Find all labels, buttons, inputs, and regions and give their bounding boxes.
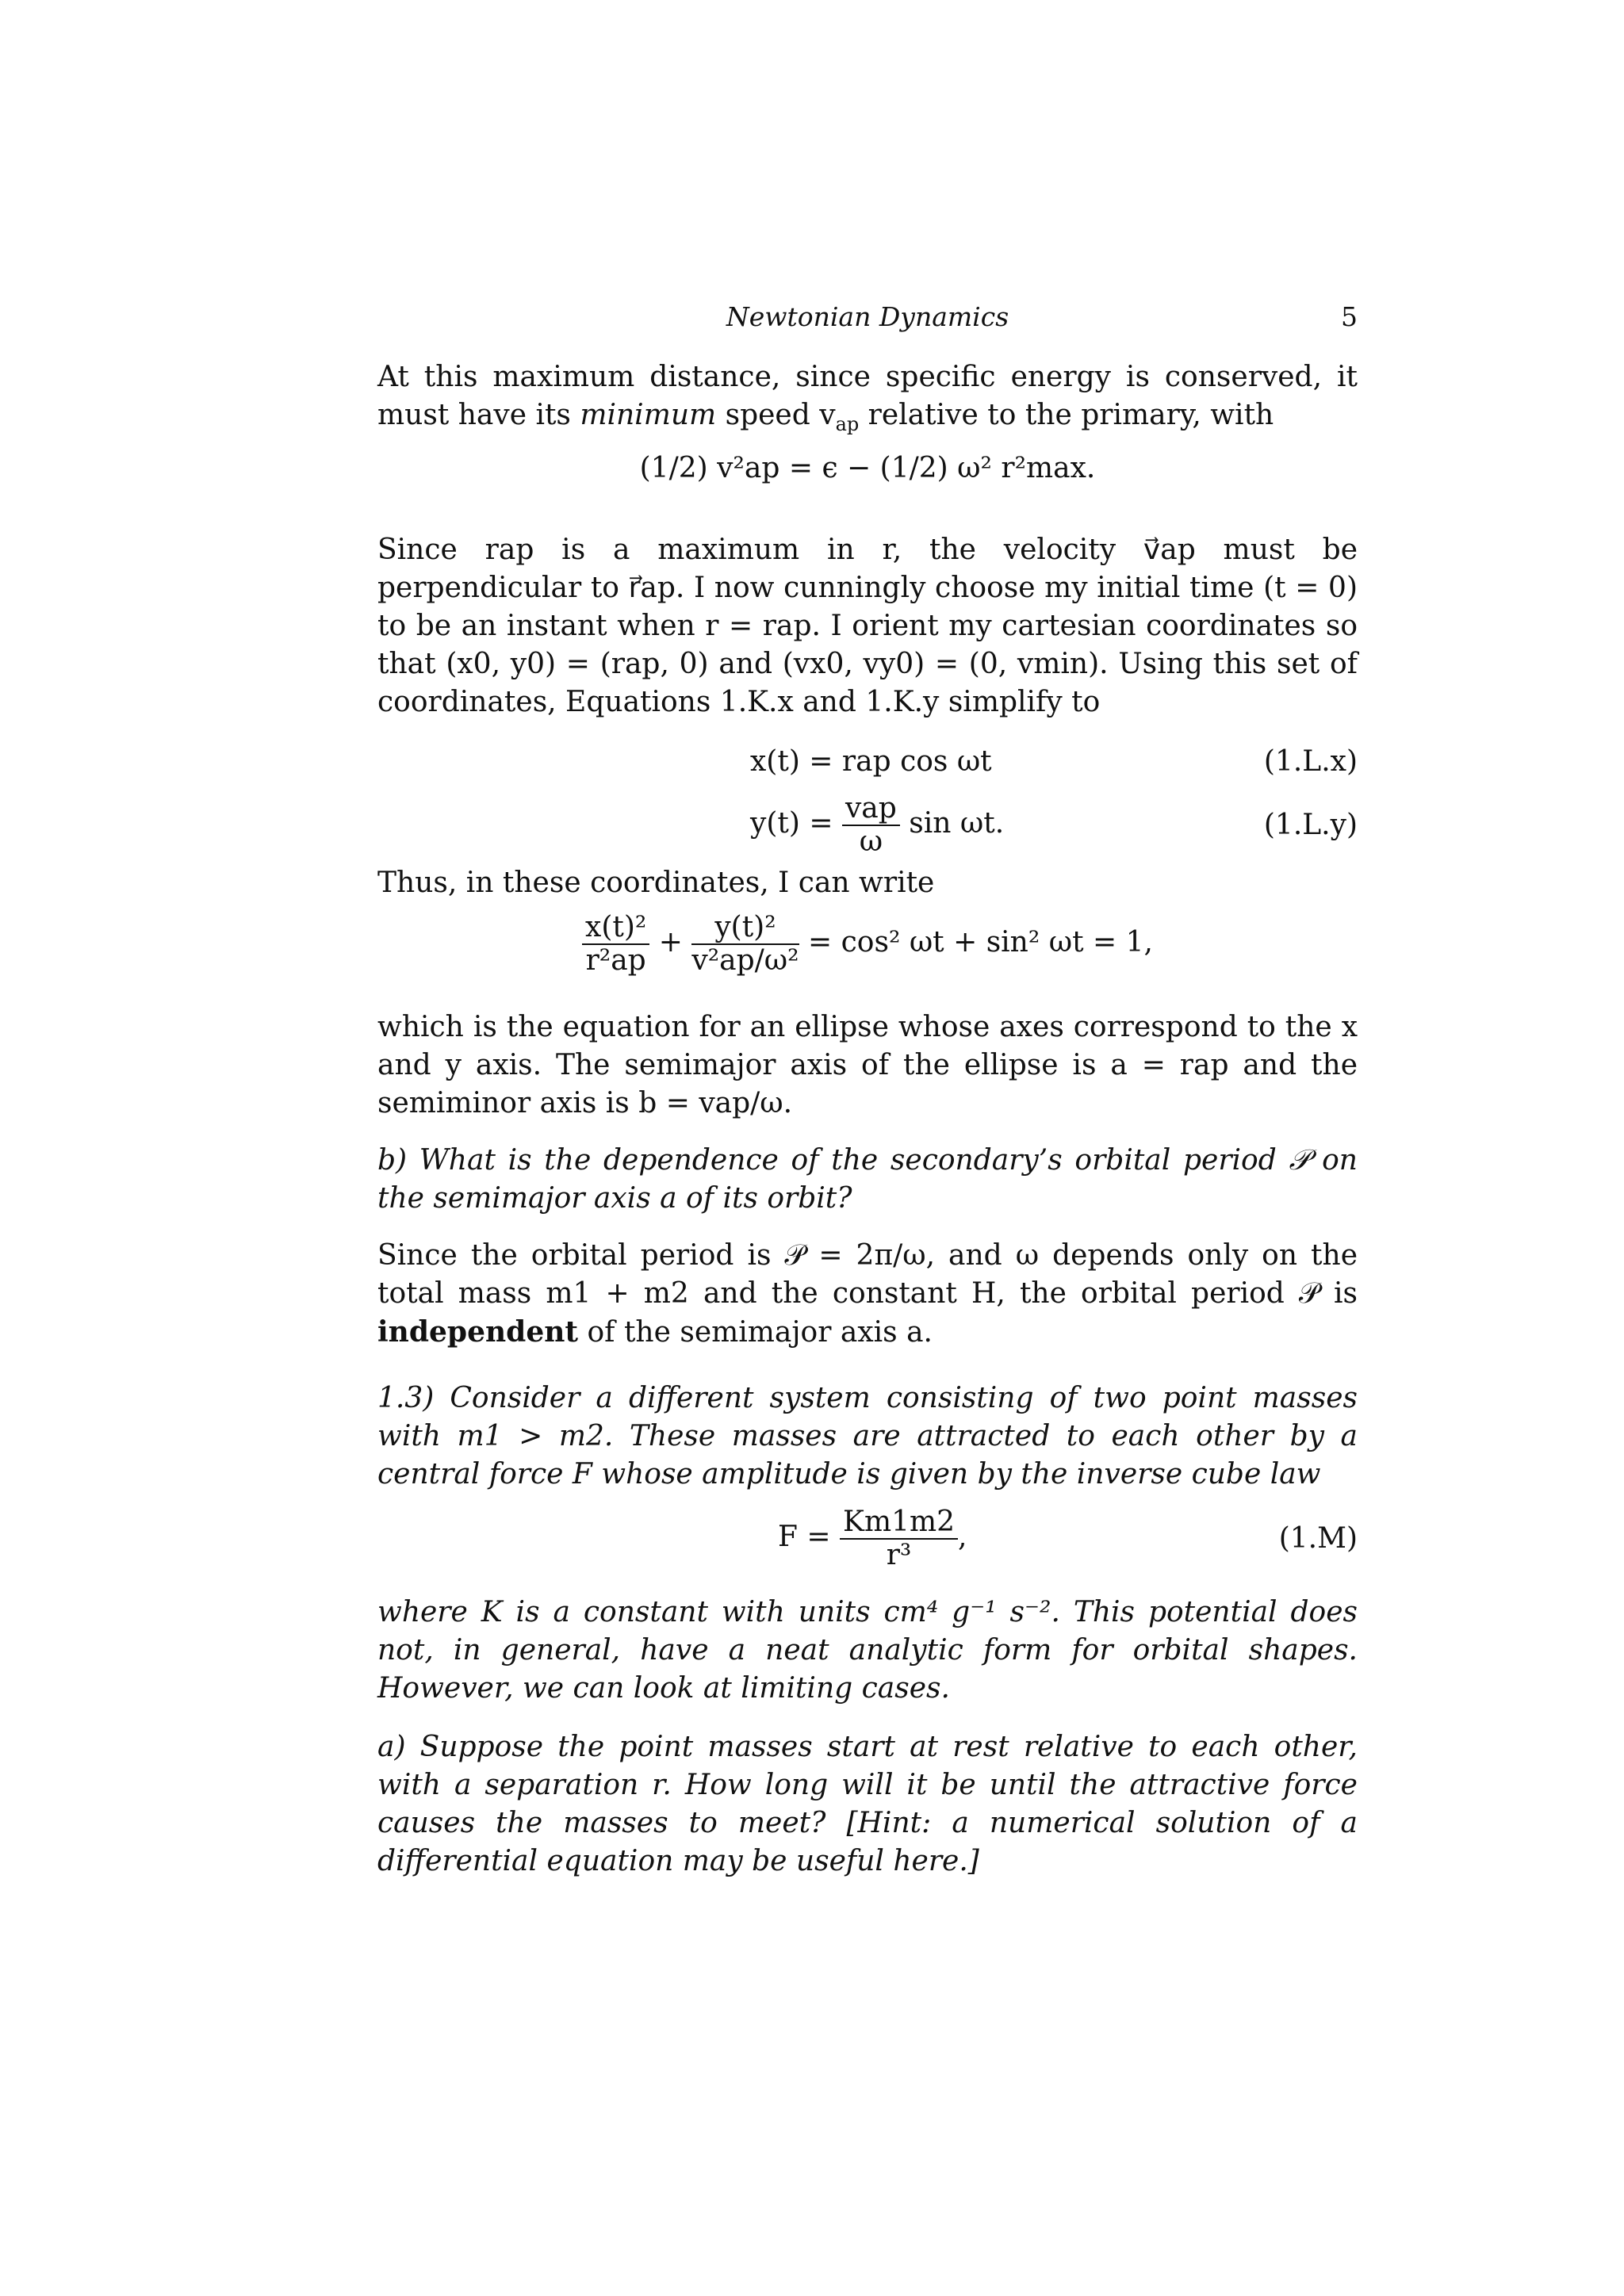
equation-number: (1.L.x) [1263,745,1358,778]
equation-energy: (1/2) v²ap = ϵ − (1/2) ω² r²max. [639,452,1096,484]
equation-ellipse: $\frac{\text{x(t)²}}{\text{r²ap}}$ + $\frac{\text{y(t)²}}{\text{v²ap/ω²}}$ = cos² ωt + sin² ωt = 1, [377,912,1358,977]
paragraph-coordinates: Since rap is a maximum in r, the velocity v⃗ap must be perpendicular to r⃗ap. I now cunningly choose my initial time (t = 0) to be an instant when r = rap. I orient my cartesian coordinates so that (x0, y0) = (rap, 0) and (vx0, vy0) = (0, vmin). Using this set of coordinates, Equations 1.K.x and 1.K.y simplify to [377,534,1358,718]
page-header [377,301,1358,341]
equation-number: (1.L.y) [1263,809,1358,841]
fraction: $\frac{\text{vap}}{\omega}$ [842,793,900,858]
running-title: Newtonian Dynamics [726,301,1009,332]
emphasis-minimum: minimum [580,399,717,431]
equation-number: (1.M) [1278,1522,1358,1555]
problem-1-3: 1.3) Consider a different system consisting of two point masses with m1 > m2. These masses are attracted to each other by a central force F whose amplitude is given by the inverse cube law [377,1382,1358,1490]
paragraph-units: where K is a constant with units cm⁴ g⁻¹ s⁻². This potential does not, in general, have a neat analytic form for orbital shapes. However, we can look at limiting cases. [377,1596,1358,1705]
fraction: $\frac{Km1m2}{\text{r³}}$ [840,1506,958,1571]
question-a: a) Suppose the point masses start at rest relative to each other, with a separation r. How long will it be until the attractive force causes the masses to meet? [Hint: a numerical solution of a differential equation may be useful here.] [377,1731,1358,1877]
equation-1-M: F = $\frac{Km1m2}{\text{r³}}$ , (1.M) [778,1506,1358,1571]
paragraph-min-speed: At this maximum distance, since specific energy is conserved, it must have its minimum speed $v_{ap}$ relative to the primary, with [377,361,1358,436]
equation-x-body: x(t) = rap cos ωt [750,745,992,778]
page-number: 5 [1341,301,1358,332]
paragraph-thus: Thus, in these coordinates, I can write [377,867,935,899]
emphasis-independent: independent [377,1315,579,1349]
paragraph-ellipse: which is the equation for an ellipse whose axes correspond to the x and y axis. The semimajor axis of the ellipse is a = rap and the semiminor axis is b = vap/ω. [377,1011,1358,1119]
equation-1-L-x [377,745,1358,790]
equation-1-L-y: y(t) = $\frac{\text{vap}}{\omega}$ sin ωt. (1.L.y) [750,792,1358,858]
paragraph-period: Since the orbital period is 𝒫 = 2π/ω, and ω depends only on the total mass m1 + m2 and the constant H, the orbital period 𝒫 is independent of the semimajor axis a. [377,1239,1358,1349]
question-b: b) What is the dependence of the secondary’s orbital period 𝒫 on the semimajor axis a of its orbit? [377,1144,1358,1215]
